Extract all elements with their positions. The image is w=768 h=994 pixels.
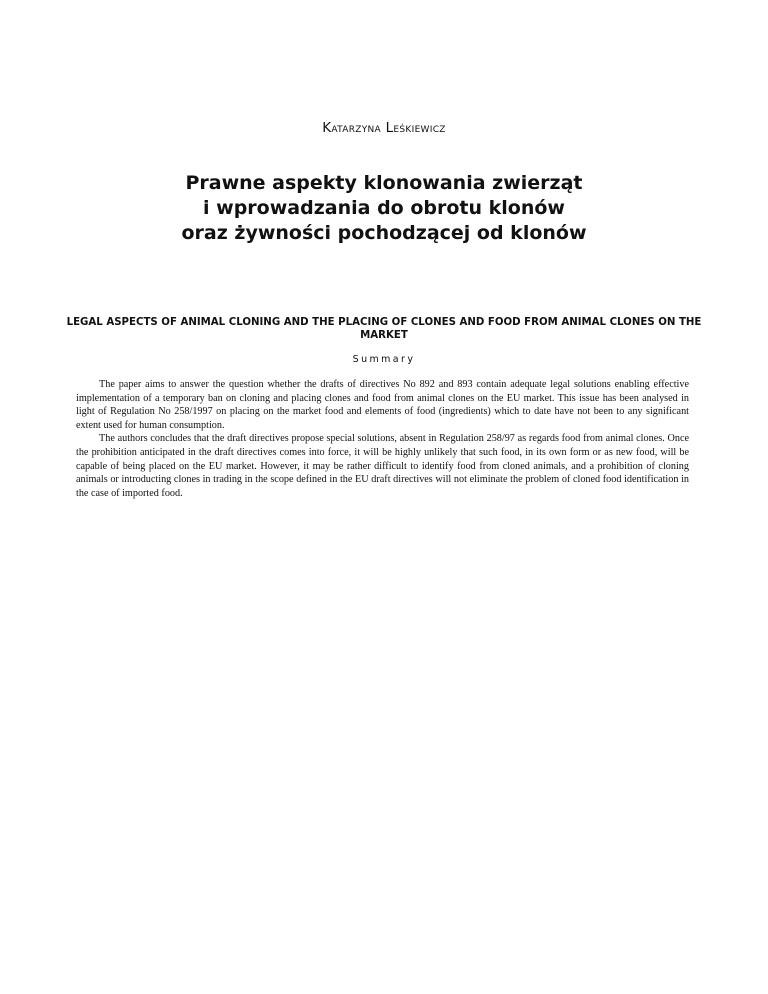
summary-paragraph-1: The paper aims to answer the question whether the drafts of directives No 892 and 893 contain adequate legal solutions enabling effective implementation of a temporary ban on cloning and placing clones and food from animal clones on the EU market. This issue has been analysed in light of Regulation No 258/1997 on placing on the market food and elements of food (ingredients) which to date have not been to any significant extent used for human consumption. — [76, 379, 689, 431]
summary-paragraph-2: The authors concludes that the draft directives propose special solutions, absent in Regulation 258/97 as regards food from animal clones. Once the prohibition anticipated in the draft directives comes into force, it will be highly unlikely that such food, in its own form or as new food, will be capable of being placed on the EU market. However, it may be rather difficult to identify food from cloned animals, and a prohibition of cloning animals or introducting clones in trading in the scope defined in the EU draft directives will not eliminate the problem of cloned food identification in the case of imported food. — [76, 433, 689, 499]
english-title: LEGAL ASPECTS OF ANIMAL CLONING AND THE PLACING OF CLONES AND FOOD FROM ANIMAL CLONES ON THE MARKET — [66, 317, 702, 341]
article-title-line-2: i wprowadzania do obrotu klonów — [203, 197, 565, 219]
article-title-line-1: Prawne aspekty klonowania zwierząt — [185, 172, 583, 194]
article-title — [0, 171, 768, 246]
article-title-line-3: oraz żywności pochodzącej od klonów — [181, 222, 587, 244]
author-name: Katarzyna Leśkiewicz — [322, 120, 446, 136]
summary-heading: Summary — [352, 354, 416, 365]
summary-body — [76, 378, 689, 500]
